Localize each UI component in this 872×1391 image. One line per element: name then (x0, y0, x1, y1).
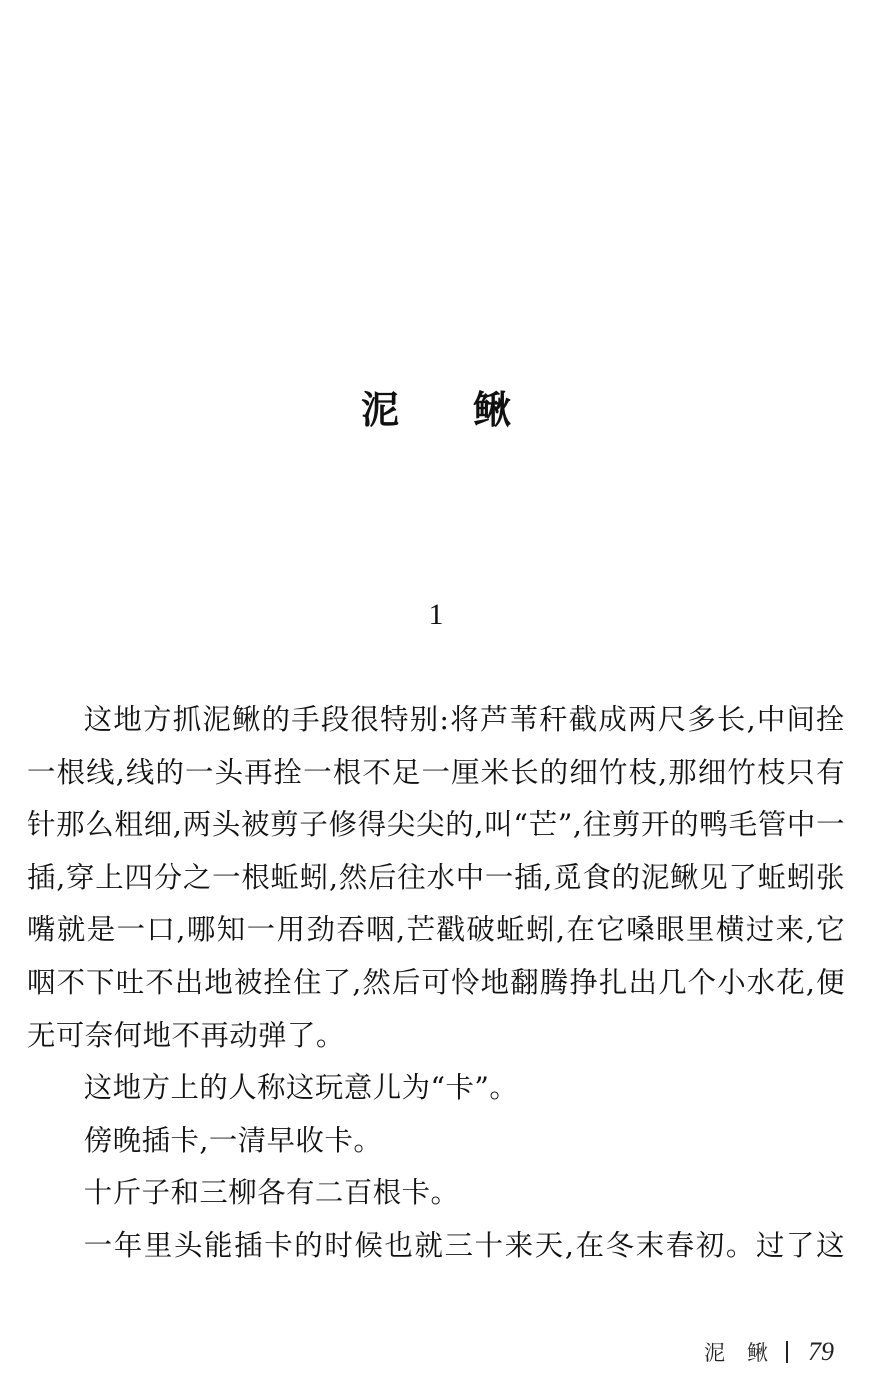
body-text (27, 694, 845, 1273)
paragraph: 十斤子和三柳各有二百根卡。 (83, 1176, 460, 1210)
page-number: 79 (808, 1337, 834, 1366)
paragraph: 一年里头能插卡的时候也就三十来天,在冬末春初。过了这 (83, 1228, 845, 1262)
paragraph: 这地方上的人称这玩意儿为“卡”。 (83, 1071, 519, 1105)
running-head (704, 1337, 768, 1367)
paragraph: 这地方抓泥鳅的手段很特别:将芦苇秆截成两尺多长,中间拴一根线,线的一头再拴一根不足一厘米长的细竹枝,那细竹枝只有针那么粗细,两头被剪子修得尖尖的,叫“芒”,往剪开的鸭毛管中一插,穿上四分之一根蚯蚓,然后往水中一插,觅食的泥鳅见了蚯蚓张嘴就是一口,哪知一用劲吞咽,芒戳破蚯蚓,在它嗓眼里横过来,它咽不下吐不出地被拴住了,然后可怜地翻腾挣扎出几个小水花,便无可奈何地不再动弹了。 (27, 703, 845, 1052)
footer-divider (786, 1341, 788, 1363)
running-head-char-2: 鳅 (747, 1341, 768, 1365)
chapter-title-char-2: 鳅 (473, 388, 512, 432)
section-number: 1 (428, 598, 444, 631)
chapter-title (0, 385, 872, 435)
running-head-char-1: 泥 (704, 1341, 725, 1365)
paragraph: 傍晚插卡,一清早收卡。 (83, 1123, 383, 1157)
chapter-title-char-1: 泥 (360, 388, 399, 432)
page-footer (704, 1334, 834, 1370)
